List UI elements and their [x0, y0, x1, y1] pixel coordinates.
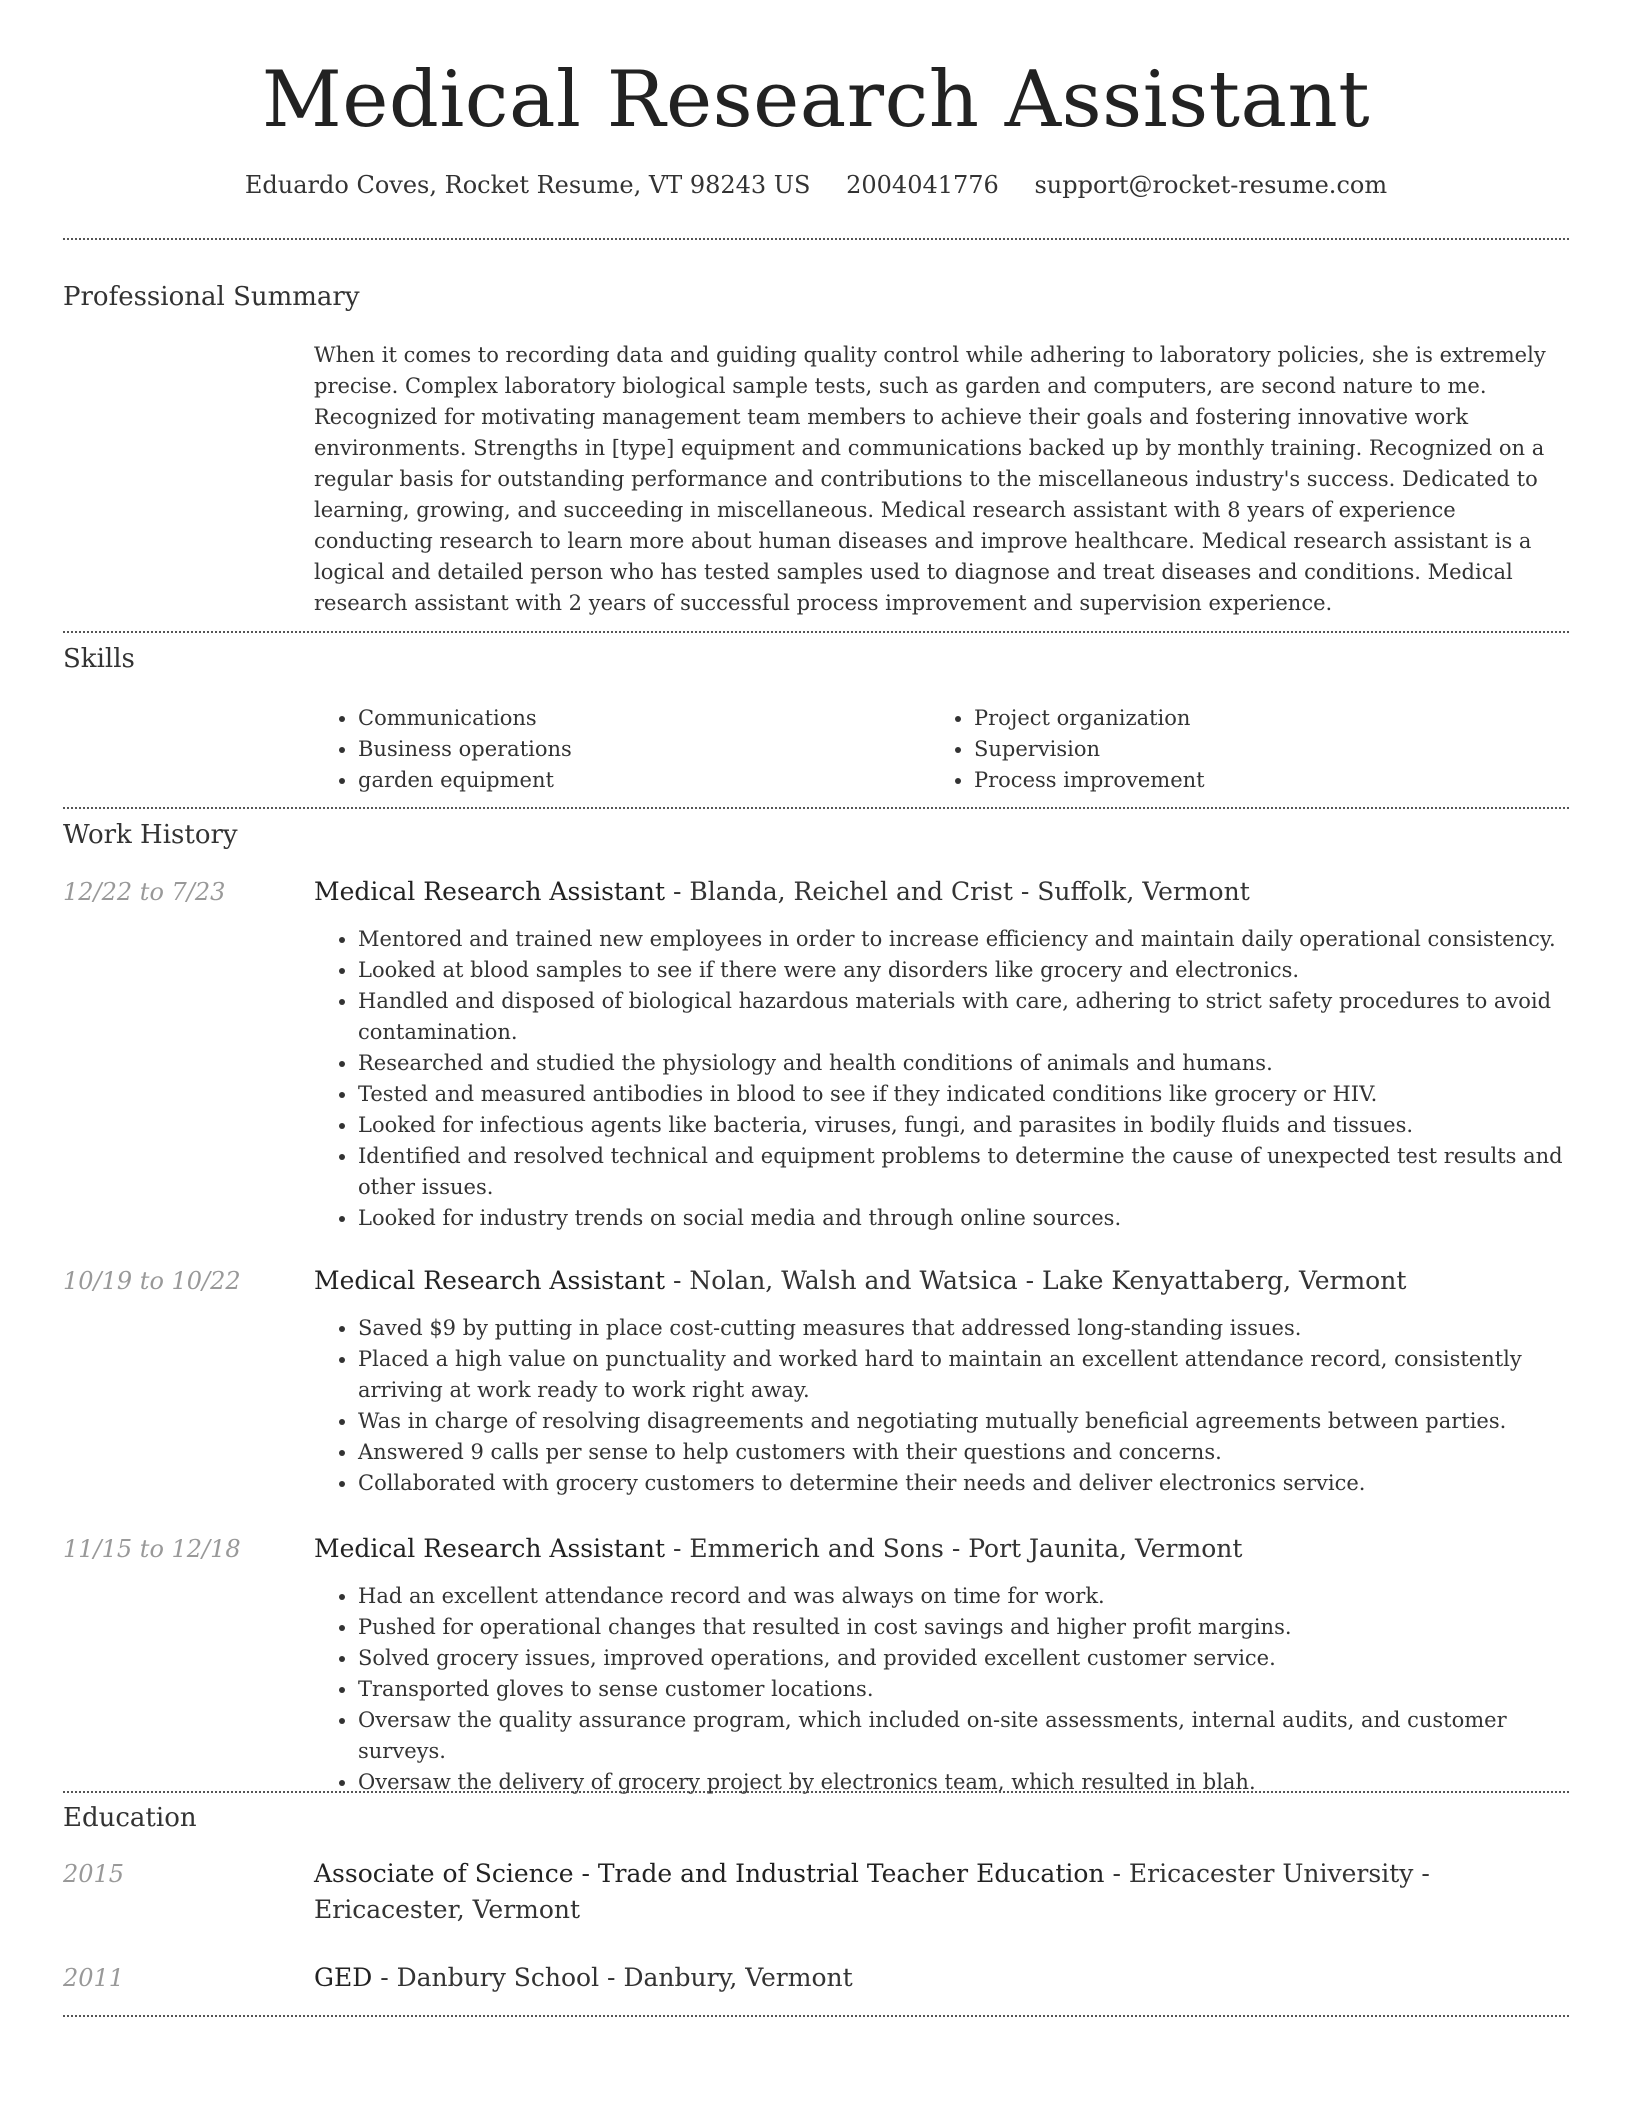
education-year: 2015	[63, 1860, 125, 1888]
contact-line	[0, 170, 1632, 200]
work-history-heading: Work History	[63, 820, 238, 850]
job-title	[314, 874, 1570, 910]
job-employer: - Nolan, Walsh and Watsica - Lake Kenyattaberg, Vermont	[665, 1266, 1407, 1295]
job-bullet: • Looked for infectious agents like bacteria, viruses, fungi, and parasites in bodily fluids and tissues.	[358, 1110, 1570, 1141]
section-divider	[63, 1791, 1569, 1793]
job-bullet: • Solved grocery issues, improved operations, and provided excellent customer service.	[358, 1643, 1570, 1674]
contact-phone: 2004041776	[846, 171, 999, 199]
job-employer: - Blanda, Reichel and Crist - Suffolk, Vermont	[665, 877, 1250, 906]
job-bullet: • Had an excellent attendance record and was always on time for work.	[358, 1581, 1570, 1612]
education-school: - Ericacester University - Ericacester, Vermont	[314, 1859, 1430, 1924]
job-role: Medical Research Assistant	[314, 1534, 666, 1563]
skills-heading: Skills	[63, 644, 135, 674]
job-role: Medical Research Assistant	[314, 1266, 666, 1295]
job-dates: 11/15 to 12/18	[63, 1535, 241, 1563]
job-bullet: • Tested and measured antibodies in blood to see if they indicated conditions like grocery or HIV.	[358, 1079, 1570, 1110]
education-entry	[314, 1960, 1570, 1996]
job-role: Medical Research Assistant	[314, 877, 666, 906]
section-divider	[63, 807, 1569, 809]
resume-name: Medical Research Assistant	[261, 55, 1371, 145]
job-bullet: • Was in charge of resolving disagreements and negotiating mutually beneficial agreements between parties.	[358, 1406, 1570, 1437]
section-divider	[63, 238, 1569, 240]
job-title	[314, 1263, 1570, 1299]
job-bullet: • Saved $9 by putting in place cost-cutting measures that addressed long-standing issues.	[358, 1313, 1570, 1344]
skill-item: • Project organization	[974, 703, 1205, 734]
job-dates: 12/22 to 7/23	[63, 878, 226, 906]
education-school: - Danbury School - Danbury, Vermont	[372, 1963, 853, 1992]
job-bullet: • Placed a high value on punctuality and worked hard to maintain an excellent attendance record, consistently arriving at work ready to work right away.	[358, 1344, 1570, 1406]
job-bullet: • Researched and studied the physiology and health conditions of animals and humans.	[358, 1048, 1570, 1079]
section-divider	[63, 2015, 1569, 2017]
education-heading: Education	[63, 1803, 197, 1833]
job-bullet: • Looked at blood samples to see if there were any disorders like grocery and electronics.	[358, 955, 1570, 986]
job-bullet: • Handled and disposed of biological hazardous materials with care, adhering to strict safety procedures to avoid contamination.	[358, 986, 1570, 1048]
education-degree: GED	[314, 1963, 373, 1992]
skill-item: • Communications	[358, 703, 572, 734]
skill-item: • garden equipment	[358, 765, 572, 796]
education-entry	[314, 1856, 1570, 1928]
summary-heading: Professional Summary	[63, 282, 360, 312]
education-degree: Associate of Science - Trade and Industrial Teacher Education	[314, 1859, 1105, 1888]
skills-column-right	[930, 703, 1205, 796]
job-bullet: • Answered 9 calls per sense to help customers with their questions and concerns.	[358, 1437, 1570, 1468]
contact-address: Eduardo Coves, Rocket Resume, VT 98243 US	[244, 171, 811, 199]
section-divider	[63, 631, 1569, 633]
job-bullet: • Transported gloves to sense customer locations.	[358, 1674, 1570, 1705]
job-bullet: • Identified and resolved technical and equipment problems to determine the cause of unexpected test results and other issues.	[358, 1141, 1570, 1203]
education-year: 2011	[63, 1964, 125, 1992]
job-bullets	[314, 1581, 1570, 1798]
summary-text: When it comes to recording data and guiding quality control while adhering to laboratory policies, she is extremely precise. Complex laboratory biological sample tests, such as garden and computers, are second nature to me. Recognized for motivating management team members to achieve their goals and fostering innovative work environments. Strengths in [type] equipment and communications backed up by monthly training. Recognized on a regular basis for outstanding performance and contributions to the miscellaneous industry's success. Dedicated to learning, growing, and succeeding in miscellaneous. Medical research assistant with 8 years of experience conducting research to learn more about human diseases and improve healthcare. Medical research assistant is a logical and detailed person who has tested samples used to diagnose and treat diseases and conditions. Medical research assistant with 2 years of successful process improvement and supervision experience.	[314, 343, 1546, 615]
skill-item: • Supervision	[974, 734, 1205, 765]
job-bullets	[314, 924, 1570, 1234]
job-employer: - Emmerich and Sons - Port Jaunita, Vermont	[665, 1534, 1243, 1563]
job-bullet: • Oversaw the quality assurance program, which included on-site assessments, internal audits, and customer surveys.	[358, 1705, 1570, 1767]
job-bullet: • Collaborated with grocery customers to determine their needs and deliver electronics service.	[358, 1468, 1570, 1499]
skill-item: • Process improvement	[974, 765, 1205, 796]
skills-column-left	[314, 703, 572, 796]
job-bullet: • Looked for industry trends on social media and through online sources.	[358, 1203, 1570, 1234]
job-bullet: • Oversaw the delivery of grocery project by electronics team, which resulted in blah.	[358, 1767, 1570, 1798]
job-bullet: • Pushed for operational changes that resulted in cost savings and higher profit margins.	[358, 1612, 1570, 1643]
job-title	[314, 1531, 1570, 1567]
job-bullet: • Mentored and trained new employees in order to increase efficiency and maintain daily operational consistency.	[358, 924, 1570, 955]
job-dates: 10/19 to 10/22	[63, 1267, 241, 1295]
skill-item: • Business operations	[358, 734, 572, 765]
contact-email: support@rocket-resume.com	[1034, 171, 1388, 199]
job-bullets	[314, 1313, 1570, 1499]
